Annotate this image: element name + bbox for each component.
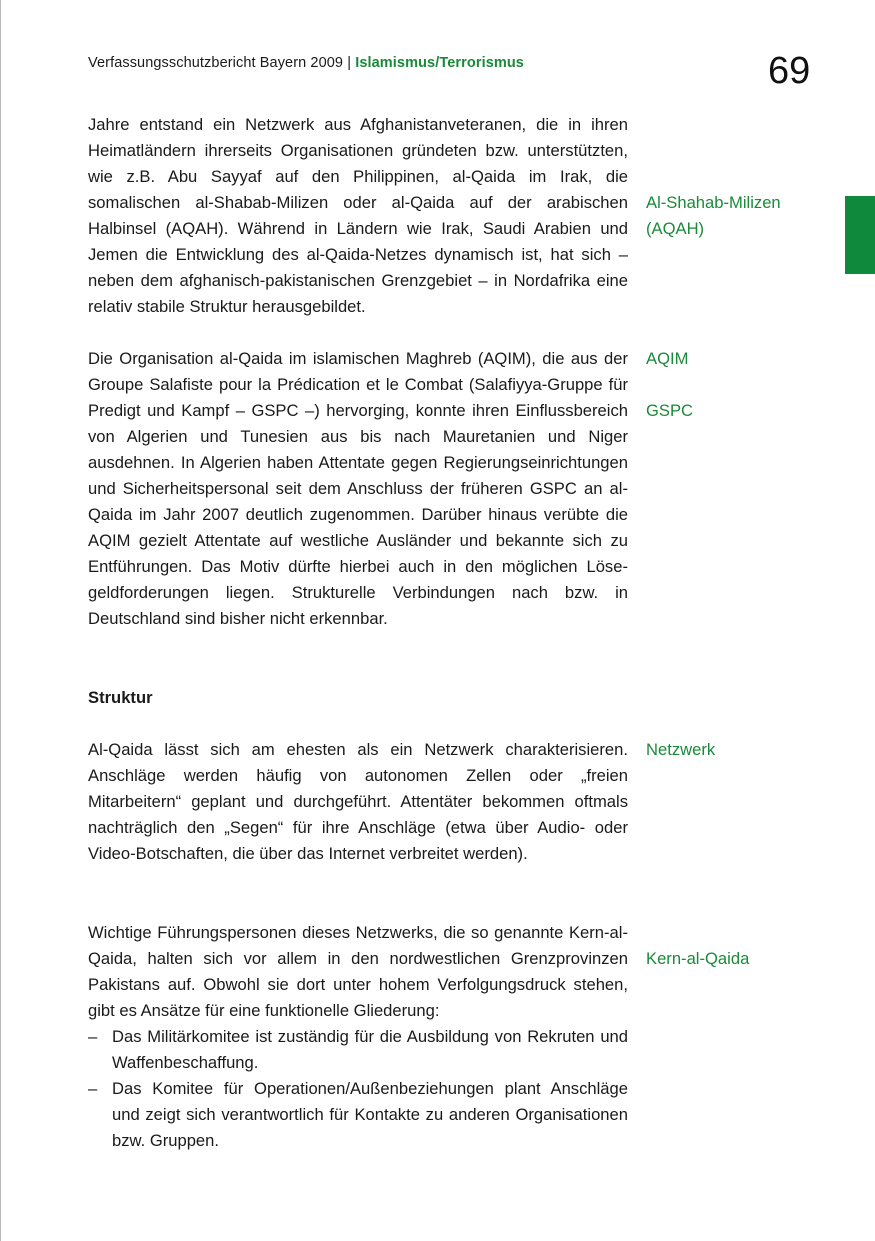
header-separator: | [343, 55, 356, 71]
paragraph-2 [88, 346, 628, 632]
margin-note-gspc: GSPC [646, 401, 694, 420]
paragraph-4 [88, 920, 628, 1154]
margin-note-netzwerk: Netzwerk [646, 740, 716, 759]
page-number: 69 [768, 50, 811, 92]
running-title: Verfassungsschutzbericht Bayern 2009 [88, 55, 344, 71]
heading-struktur: Struktur [88, 688, 153, 707]
margin-note-shabab [646, 190, 846, 242]
margin-note-shabab-line2: (AQAH) [646, 219, 705, 238]
chapter-thumb-tab [845, 196, 875, 274]
list-item: – Das Militärkomitee ist zuständig für die Ausbildung von Rekruten und Waffenbeschaffung. [88, 1024, 628, 1076]
running-header [88, 55, 524, 71]
paragraph-1-text: Jahre entstand ein Netzwerk aus Afghanistanveteranen, die in ihren Heimatländern ihrerseits Organisationen gründeten bzw. unterstützten, wie z.B. Abu Sayyaf auf den Philippinen, al-Qaida im Irak, die somalischen al-Shabab-Milizen oder al-Qaida auf der arabischen Halbinsel (AQAH). Während in Ländern wie Irak, Saudi Arabien und Jemen die Entwicklung des al-Qaida-Netzes dynamisch ist, hat sich – neben dem afghanisch-pakistanischen Grenzgebiet – in Nordafrika eine relativ stabile Struktur herausgebildet. [88, 115, 628, 316]
paragraph-2-text: Die Organisation al-Qaida im islamischen Maghreb (AQIM), die aus der Groupe Salafiste pour la Prédication et le Combat (Salafiyya-Gruppe für Predigt und Kampf – GSPC –) hervorging, konnte ihren Einflussbereich von Algerien und Tunesien aus bis nach Mauretanien und Niger ausdehnen. In Algerien haben Attentate gegen Regierungseinrichtungen und Sicherheitspersonal seit dem Anschluss der früheren GSPC an al-Qaida im Jahr 2007 deutlich zugenommen. Darüber hinaus verübte die AQIM gezielt Attentate auf westliche Ausländer und bekannte sich zu Entführungen. Das Motiv dürfte hierbei auch in den möglichen Lösegeldforderungen liegen. Strukturelle Verbindungen nach bzw. in Deutschland sind bisher nicht erkennbar. [88, 349, 628, 628]
page-left-border [0, 0, 1, 1241]
paragraph-4-text: Wichtige Führungspersonen dieses Netzwerks, die so genannte Kern-al-Qaida, halten sich vor allem in den nordwestlichen Grenzprovinzen Pakistans auf. Obwohl sie dort unter hohem Verfolgungsdruck stehen, gibt es Ansätze für eine funktionelle Gliederung: [88, 923, 628, 1020]
margin-note-shabab-line1: Al-Shahab-Milizen [646, 193, 781, 212]
margin-note-aqim: AQIM [646, 349, 689, 368]
paragraph-1 [88, 112, 628, 320]
paragraph-3 [88, 737, 628, 867]
list-item: – Das Komitee für Operationen/Außenbeziehungen plant Anschläge und zeigt sich verantwortlich für Kontakte zu anderen Organisationen bzw. Gruppen. [88, 1076, 628, 1154]
paragraph-3-text: Al-Qaida lässt sich am ehesten als ein Netzwerk charakterisieren. Anschläge werden häufig von autonomen Zellen oder „freien Mitarbeitern“ geplant und durchgeführt. Attentäter bekommen oftmals nachträglich den „Segen“ für ihre Anschläge (etwa über Audio- oder Video-Botschaften, die über das Internet verbreitet werden). [88, 740, 628, 863]
margin-note-kern: Kern-al-Qaida [646, 949, 750, 968]
committee-list [88, 1024, 628, 1154]
section-title: Islamismus/Terrorismus [355, 55, 524, 71]
